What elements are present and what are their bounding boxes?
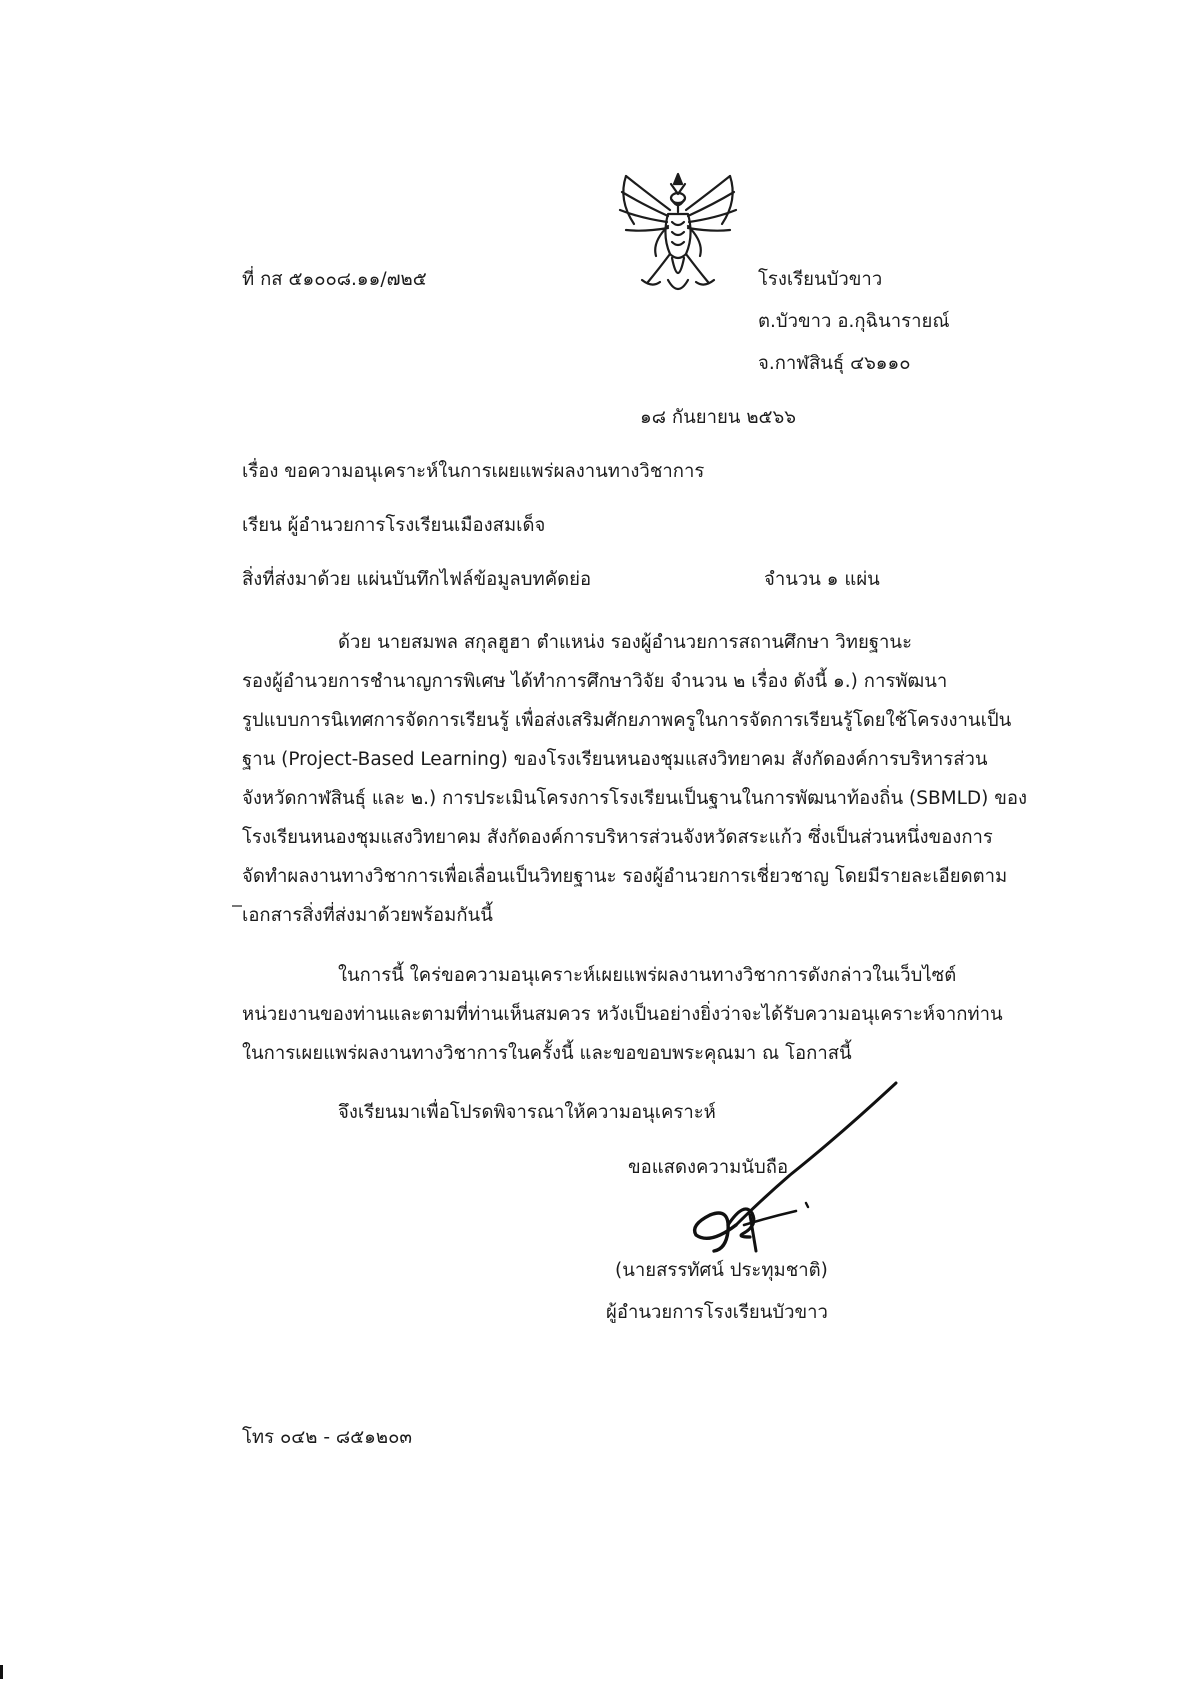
letter-subject: เรื่อง ขอความอนุเคราะห์ในการเผยแพร่ผลงานทางวิชาการ — [242, 461, 705, 482]
body-line: เอกสารสิ่งที่ส่งมาด้วยพร้อมกันนี้ — [242, 905, 493, 926]
enclosure-count: จำนวน ๑ แผ่น — [764, 569, 880, 590]
body-line: หน่วยงานของท่านและตามที่ท่านเห็นสมควร หวังเป็นอย่างยิ่งว่าจะได้รับความอนุเคราะห์จากท่าน — [242, 1004, 1003, 1025]
closing-request: จึงเรียนมาเพื่อโปรดพิจารณาให้ความอนุเคราะห์ — [338, 1102, 716, 1123]
body-line: จังหวัดกาฬสินธุ์ และ ๒.) การประเมินโครงการโรงเรียนเป็นฐานในการพัฒนาท้องถิ่น (SBMLD) ของ — [242, 788, 1028, 809]
regards-text: ขอแสดงความนับถือ — [628, 1157, 789, 1178]
phone-number: โทร ๐๔๒ - ๘๕๑๒๐๓ — [242, 1427, 413, 1448]
signer-name: (นายสรรทัศน์ ประทุมชาติ) — [615, 1260, 828, 1281]
margin-mark — [232, 905, 242, 907]
letter-recipient: เรียน ผู้อำนวยการโรงเรียนเมืองสมเด็จ — [242, 515, 546, 536]
reference-number: ที่ กส ๕๑๐๐๘.๑๑/๗๒๕ — [242, 269, 427, 290]
letter-date: ๑๘ กันยายน ๒๕๖๖ — [640, 407, 797, 428]
body-line: ฐาน (Project-Based Learning) ของโรงเรียนหนองชุมแสงวิทยาคม สังกัดองค์การบริหารส่วน — [242, 749, 988, 770]
sender-school-name: โรงเรียนบัวขาว — [758, 269, 883, 290]
body-line: โรงเรียนหนองชุมแสงวิทยาคม สังกัดองค์การบริหารส่วนจังหวัดสระแก้ว ซึ่งเป็นส่วนหนึ่งของการ — [242, 827, 993, 848]
body-line: รองผู้อำนวยการชำนาญการพิเศษ ได้ทำการศึกษาวิจัย จำนวน ๒ เรื่อง ดังนี้ ๑.) การพัฒนา — [242, 671, 948, 692]
body-line: จัดทำผลงานทางวิชาการเพื่อเลื่อนเป็นวิทยฐานะ รองผู้อำนวยการเชี่ยวชาญ โดยมีรายละเอียดตาม — [242, 866, 1008, 887]
sender-district: ต.บัวขาว อ.กุฉินารายณ์ — [758, 311, 950, 332]
body-line: ในการเผยแพร่ผลงานทางวิชาการในครั้งนี้ และขอขอบพระคุณมา ณ โอกาสนี้ — [242, 1043, 852, 1064]
body-line: ด้วย นายสมพล สกุลฮูฮา ตำแหน่ง รองผู้อำนวยการสถานศึกษา วิทยฐานะ — [338, 632, 913, 653]
garuda-emblem-icon — [612, 170, 744, 298]
sender-province: จ.กาฬสินธุ์ ๔๖๑๑๐ — [758, 353, 911, 374]
scan-edge-mark — [0, 1665, 3, 1679]
body-line: รูปแบบการนิเทศการจัดการเรียนรู้ เพื่อส่งเสริมศักยภาพครูในการจัดการเรียนรู้โดยใช้โครงงานเป็น — [242, 710, 1012, 731]
signer-position: ผู้อำนวยการโรงเรียนบัวขาว — [606, 1302, 828, 1323]
letter-enclosure: สิ่งที่ส่งมาด้วย แผ่นบันทึกไฟล์ข้อมูลบทคัดย่อ — [242, 569, 592, 590]
body-line: ในการนี้ ใคร่ขอความอนุเคราะห์เผยแพร่ผลงานทางวิชาการดังกล่าวในเว็บไซต์ — [338, 965, 957, 986]
